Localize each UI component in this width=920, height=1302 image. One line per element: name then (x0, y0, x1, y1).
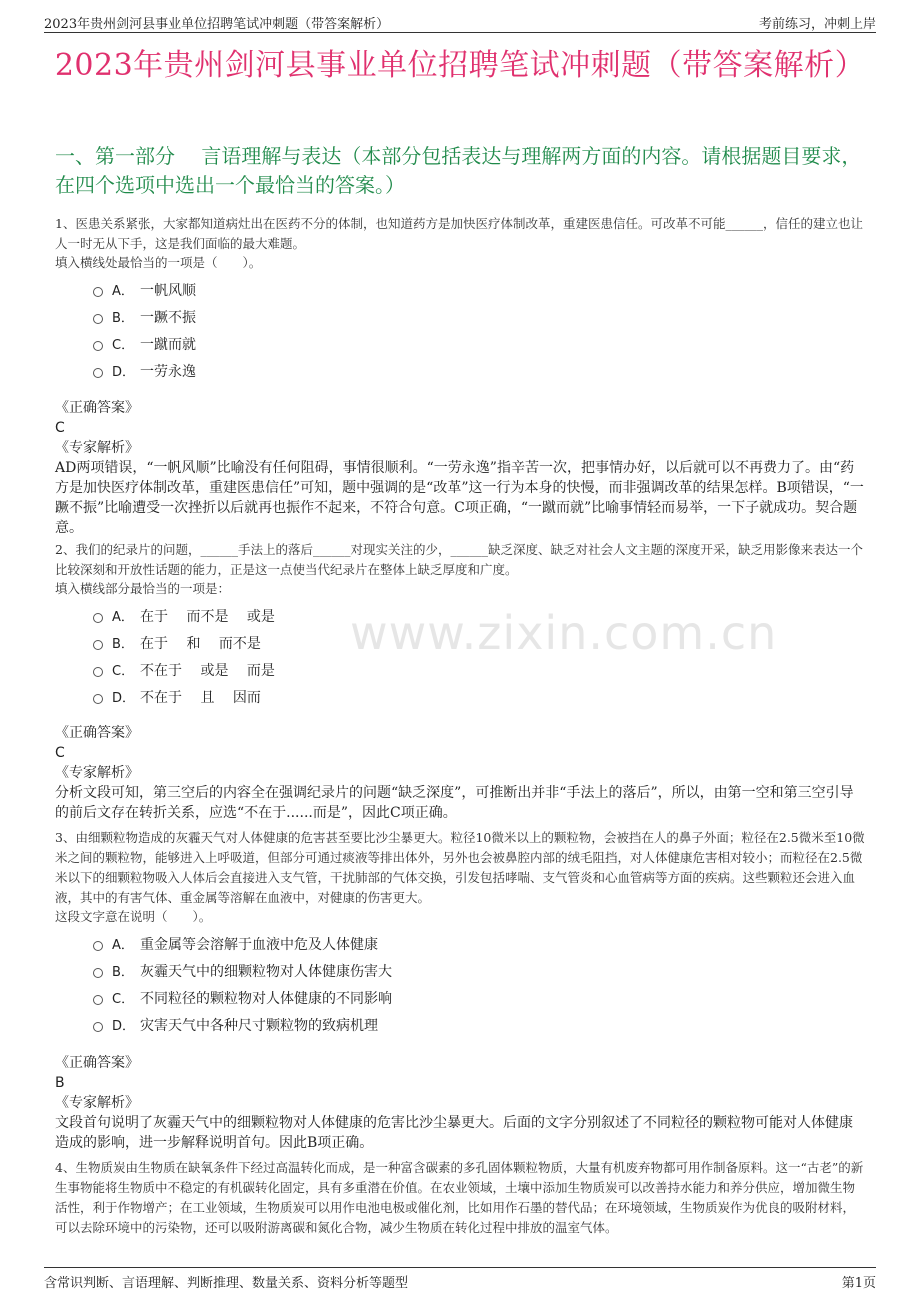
option-letter: C． (112, 664, 135, 679)
header-slogan: 考前练习，冲刺上岸 (758, 17, 876, 32)
question-2-answer (55, 723, 865, 823)
analysis-label: 《专家解析》 (55, 440, 139, 456)
question-2 (55, 540, 865, 710)
option-text: 不同粒径的颗粒物对人体健康的不同影响 (140, 990, 392, 1007)
option-c[interactable] (93, 984, 865, 1011)
option-b[interactable] (93, 629, 865, 656)
correct-answer: B (55, 1075, 65, 1091)
watermark-text: www.zixin.com.cn (350, 606, 778, 660)
analysis-text: 文段首句说明了灰霾天气中的细颗粒物对人体健康的危害比沙尘暴更大。后面的文字分别叙述了不同粒径的颗粒物可能对人体健康造成的影响，进一步解释说明首句。因此B项正确。 (55, 1115, 853, 1151)
option-text: 在于 而不是 或是 (140, 608, 275, 625)
option-a[interactable] (93, 930, 865, 957)
option-d[interactable] (93, 683, 865, 710)
option-a[interactable] (93, 276, 865, 303)
analysis-label: 《专家解析》 (55, 1095, 139, 1111)
option-text: 在于 和 而不是 (140, 635, 261, 652)
question-3 (55, 828, 865, 1038)
question-prompt: 这段文字意在说明（ ）。 (55, 909, 212, 924)
option-c[interactable] (93, 330, 865, 357)
option-text: 一蹶不振 (140, 309, 196, 326)
footer-note: 含常识判断、言语理解、判断推理、数量关系、资料分析等题型 (44, 1276, 409, 1291)
page-header (44, 12, 876, 33)
option-letter: D． (112, 691, 136, 706)
section-heading: 一、第一部分 言语理解与表达（本部分包括表达与理解两方面的内容。请根据题目要求，在四个选项中选出一个最恰当的答案。） (55, 144, 862, 197)
radio-icon[interactable] (93, 995, 103, 1005)
radio-icon[interactable] (93, 640, 103, 650)
page-number: 第1页 (841, 1276, 876, 1291)
option-a[interactable] (93, 602, 865, 629)
radio-icon[interactable] (93, 314, 103, 324)
radio-icon[interactable] (93, 368, 103, 378)
radio-icon[interactable] (93, 341, 103, 351)
document-title: 2023年贵州剑河县事业单位招聘笔试冲刺题（带答案解析） (54, 48, 866, 83)
option-list (93, 602, 865, 710)
option-letter: A． (112, 284, 134, 299)
option-letter: C． (112, 992, 135, 1007)
option-text: 不在于 且 因而 (140, 689, 261, 706)
option-letter: D． (112, 365, 136, 380)
option-d[interactable] (93, 357, 865, 384)
page-footer (44, 1267, 876, 1290)
analysis-text: 分析文段可知，第三空后的内容全在强调纪录片的问题“缺乏深度”，可推断出并非“手法上的落后”，所以，由第一空和第三空引导的前后文存在转折关系，应选“不在于......而是”，因此C项正确。 (55, 785, 854, 821)
option-letter: B． (112, 965, 134, 980)
option-letter: B． (112, 311, 134, 326)
option-list (93, 930, 865, 1038)
question-prompt: 填入横线部分最恰当的一项是： (55, 581, 231, 596)
option-letter: A． (112, 938, 134, 953)
radio-icon[interactable] (93, 694, 103, 704)
radio-icon[interactable] (93, 1022, 103, 1032)
radio-icon[interactable] (93, 287, 103, 297)
analysis-text: AD两项错误，“一帆风顺”比喻没有任何阻碍，事情很顺利。“一劳永逸”指辛苦一次，把事情办好，以后就可以不再费力了。由“药方是加快医疗体制改革，重建医患信任”可知，题中强调的是“改革”这一行为本身的快慢，而非强调改革的结果怎样。B项错误，“一蹶不振”比喻遭受一次挫折以后就再也振作不起来，不符合句意。C项正确，“一蹴而就”比喻事情轻而易举，一下子就成功。契合题意。 (55, 460, 864, 536)
radio-icon[interactable] (93, 968, 103, 978)
option-text: 一帆风顺 (140, 282, 196, 299)
option-b[interactable] (93, 957, 865, 984)
question-1-answer (55, 398, 865, 538)
question-stem: 3、由细颗粒物造成的灰霾天气对人体健康的危害甚至要比沙尘暴更大。粒径10微米以上的颗粒物，会被挡在人的鼻子外面；粒径在2.5微米至10微米之间的颗粒物，能够进入上呼吸道，但部分可通过痰液等排出体外，另外也会被鼻腔内部的绒毛阻挡，对人体健康危害相对较小；而粒径在2.5微米以下的细颗粒物吸入人体后会直接进入支气管，干扰肺部的气体交换，引发包括哮喘、支气管炎和心血管病等方面的疾病。这些颗粒还会进入血液，其中的有害气体、重金属等溶解在血液中，对健康的伤害更大。 (55, 830, 865, 905)
answer-label: 《正确答案》 (55, 1055, 139, 1071)
option-letter: C． (112, 338, 135, 353)
analysis-label: 《专家解析》 (55, 765, 139, 781)
question-3-answer (55, 1053, 865, 1153)
correct-answer: C (55, 420, 65, 436)
radio-icon[interactable] (93, 667, 103, 677)
option-b[interactable] (93, 303, 865, 330)
option-d[interactable] (93, 1011, 865, 1038)
option-letter: D． (112, 1019, 136, 1034)
option-c[interactable] (93, 656, 865, 683)
option-text: 灰霾天气中的细颗粒物对人体健康伤害大 (140, 963, 392, 980)
question-1 (55, 214, 865, 384)
question-stem: 1、医患关系紧张，大家都知道病灶出在医药不分的体制，也知道药方是加快医疗体制改革，重建医患信任。可改革不可能______，信任的建立也让人一时无从下手，这是我们面临的最大难题。 (55, 216, 863, 251)
answer-label: 《正确答案》 (55, 400, 139, 416)
radio-icon[interactable] (93, 613, 103, 623)
question-4 (55, 1158, 865, 1238)
option-letter: B． (112, 637, 134, 652)
answer-label: 《正确答案》 (55, 725, 139, 741)
option-list (93, 276, 865, 384)
option-text: 灾害天气中各种尺寸颗粒物的致病机理 (140, 1017, 378, 1034)
question-stem: 4、生物质炭由生物质在缺氧条件下经过高温转化而成，是一种富含碳素的多孔固体颗粒物质，大量有机废弃物都可用作制备原料。这一“古老”的新生事物能将生物质中不稳定的有机碳转化固定，具有多重潜在价值。在农业领域，土壤中添加生物质炭可以改善持水能力和养分供应，增加微生物活性，利于作物增产；在工业领域，生物质炭可以用作电池电极或催化剂，比如用作石墨的替代品；在环境领域，生物质炭作为优良的吸附材料，可以去除环境中的污染物，还可以吸附游离碳和氮化合物，减少生物质在转化过程中排放的温室气体。 (55, 1160, 864, 1235)
correct-answer: C (55, 745, 65, 761)
option-text: 不在于 或是 而是 (140, 662, 275, 679)
option-letter: A． (112, 610, 134, 625)
option-text: 重金属等会溶解于血液中危及人体健康 (140, 936, 378, 953)
radio-icon[interactable] (93, 941, 103, 951)
option-text: 一劳永逸 (140, 363, 196, 380)
header-doc-title: 2023年贵州剑河县事业单位招聘笔试冲刺题（带答案解析） (44, 17, 390, 32)
option-text: 一蹴而就 (140, 336, 196, 353)
question-stem: 2、我们的纪录片的问题，______手法上的落后______对现实关注的少，______缺乏深度、缺乏对社会人文主题的深度开采，缺乏用影像来表达一个比较深刻和开放性话题的能力，正是这一点使当代纪录片在整体上缺乏厚度和广度。 (55, 542, 863, 577)
question-prompt: 填入横线处最恰当的一项是（ ）。 (55, 255, 262, 270)
